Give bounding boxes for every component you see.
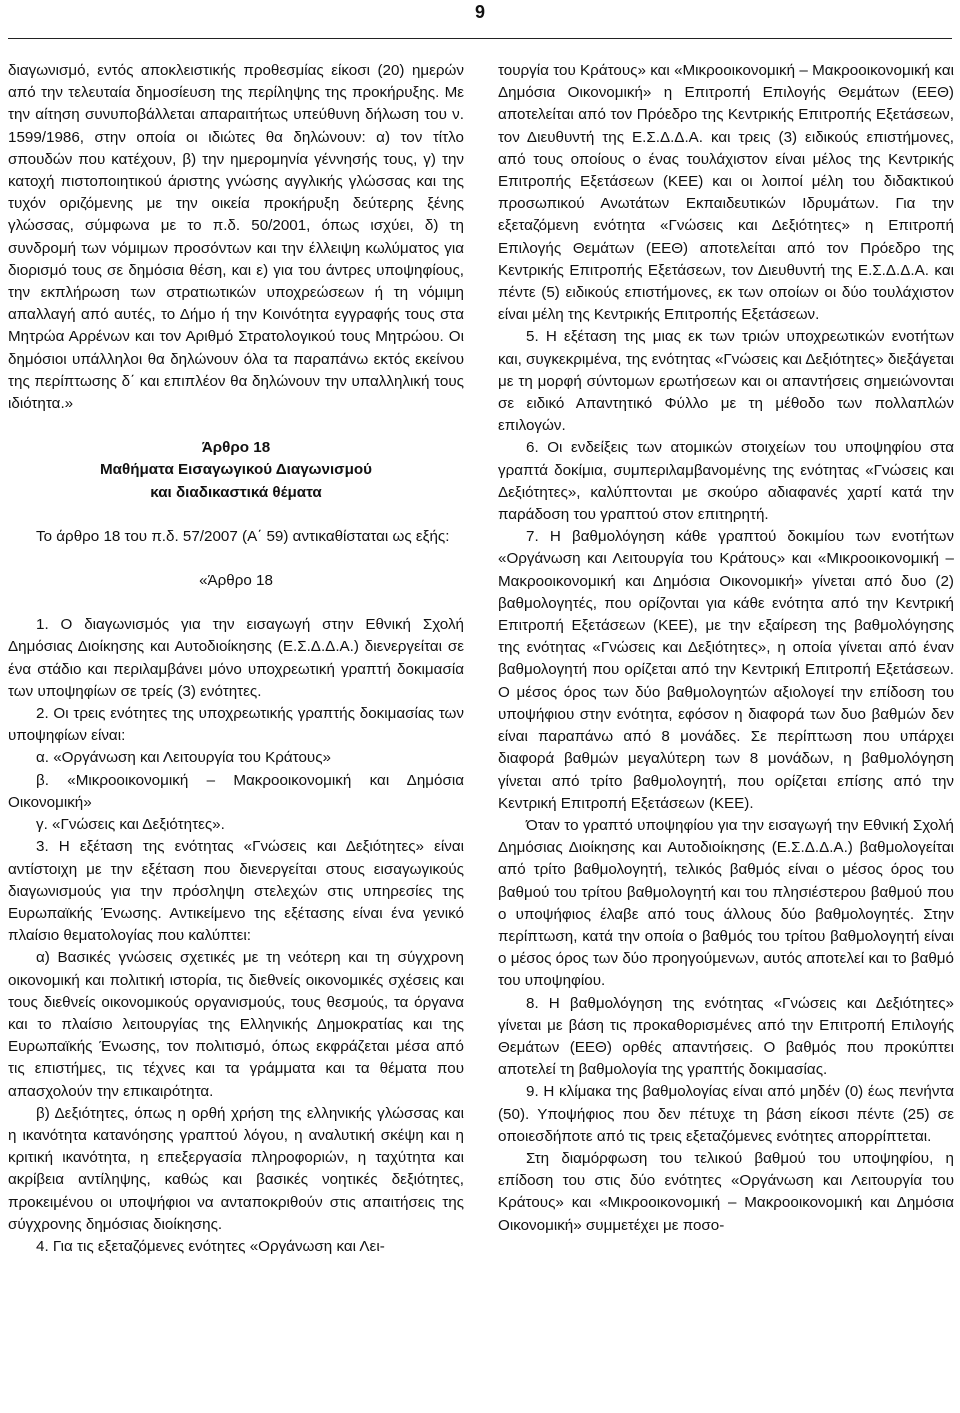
paragraph-8: 8. Η βαθμολόγηση της ενότητας «Γνώσεις και Δεξιότητες» γίνεται με βάση τις προκαθορισμένες από την Επιτροπή Επιλογής Θεμάτων (ΕΕΘ) ορθές απαντήσεις. Ο βαθμός που προκύπτει αποτελεί τη βαθμολογία της γραπτής δοκιμασίας. [498,994,954,1079]
spacer [8,592,464,614]
replacement-line: Το άρθρο 18 του π.δ. 57/2007 (Α΄ 59) αντικαθίσταται ως εξής: [36,527,450,545]
paragraph-3b: β) Δεξιότητες, όπως η ορθή χρήση της ελληνικής γλώσσας και η ικανότητα κατανόησης γραπτού λόγου, η αναλυτική σκέψη και η κριτική ικανότητα, η επεξεργασία πληροφοριών, η ταχύτητα και ακρίβεια αντίληψης, καθώς και βασικές νοητικές δεξιότητες, προκειμένου οι υποψήφιοι να ανταποκριθούν στις απαιτήσεις της σύγχρονης δημόσιας διοίκησης. [8,1104,464,1233]
paragraph-7b: Όταν το γραπτό υποψηφίου για την εισαγωγή την Εθνική Σχολή Δημόσιας Διοίκησης και Αυτοδιοίκησης (Ε.Σ.Δ.Δ.Α.) βαθμολογείται από τρίτο βαθμολογητή, τελικός βαθμός είναι ο μέσος όρος του βαθμού του τρίτου βαθμολογητή και του πλησιέστερου βαθμού που ο υποψήφιος έλαβε από τους άλλους δύο βαθμολογητές. Στην περίπτωση, κατά την οποία ο βαθμός του τρίτου βαθμολογητή είναι ο μέσος όρος των δύο προηγούμενων, αυτός αποτελεί και το βαθμό του υποψηφίου. [498,816,954,990]
spacer [8,548,464,570]
paragraph-4-start: 4. Για τις εξεταζόμενες ενότητες «Οργάνωση και Λει- [36,1237,385,1255]
paragraph-4-continued: τουργία του Κράτους» και «Μικροοικονομική – Μακροοικονομική και Δημόσια Οικονομική» η Επιτροπή Επιλογής Θεμάτων (ΕΕΘ) αποτελείται από τον Πρόεδρο της Κεντρικής Επιτροπής Εξετάσεων, τον Διευθυντή της Ε.Σ.Δ.Δ.Α. και τρεις (3) ειδικούς επιστήμονες, από τους οποίους ο ένας τουλάχιστον είναι μέλος της Κεντρικής Επιτροπής Εξετάσεων (ΚΕΕ) και οι λοιποί μέλη του διδακτικού προσωπικού Ανωτάτων Εκπαιδευτικών Ιδρυμάτων. Για την εξεταζόμενη ενότητα «Γνώσεις και Δεξιότητες» η Επιτροπή Επιλογής Θεμάτων (ΕΕΘ) αποτελείται από τον Πρόεδρο της Κεντρικής Επιτροπής Εξετάσεων, τον Διευθυντή της Ε.Σ.Δ.Δ.Α. και πέντε (5) ειδικούς επιστήμονες, εκ των οποίων οι δύο τουλάχιστον είναι μέλη της Κεντρικής Επιτροπής Εξετάσεων. [498,62,954,324]
paragraph-5: 5. Η εξέταση της μιας εκ των τριών υποχρεωτικών ενοτήτων και, συγκεκριμένα, της ενότητας «Γνώσεις και Δεξιότητες» διεξάγεται με τη μορφή σύντομων ερωτήσεων και οι απαντήσεις σημειώνονται σε ειδικό Απαντητικό Φύλλο με τη μέθοδο των πολλαπλών επιλογών. [498,328,954,435]
paragraph-3a: α) Βασικές γνώσεις σχετικές με τη νεότερη και τη σύγχρονη οικονομική και πολιτική ιστορία, τις διεθνείς οικονομικές σχέσεις και τους διεθνείς οικονομικούς οργανισμούς, τους θεσμούς, τα όργανα και το πλαίσιο λειτουργίας της Ελληνικής Δημοκρατίας και της Ευρωπαϊκής Ένωσης, τον πολιτισμό, όπως εκφράζεται μέσα από τις επιστήμες, τις τέχνες και τα γράμματα και τα θέματα που απασχολούν την επικαιρότητα. [8,949,464,1100]
paragraph-10: Στη διαμόρφωση του τελικού βαθμού του υποψηφίου, η επίδοση του στις δύο ενότητες «Οργάνωση και Λειτουργία του Κράτους» και «Μικροοικονομική – Μακροοικονομική και Δημόσια Οικονομική» συμμετέχει με ποσο- [498,1149,954,1234]
spacer [8,504,464,526]
list-item-b: β. «Μικροοικονομική – Μακροοικονομική και Δημόσια Οικονομική» [8,771,464,811]
page-number: 9 [474,2,485,22]
paragraph-9: 9. Η κλίμακα της βαθμολογίας είναι από μηδέν (0) έως πενήντα (50). Υποψήφιος που δεν πέτυχε τη βάση είκοσι πέντε (25) σε οποιεσδήποτε από τις τρεις εξεταζόμενες ενότητες απορρίπτεται. [498,1083,954,1145]
right-column [498,60,954,1237]
list-item-c: γ. «Γνώσεις και Δεξιότητες». [36,816,225,834]
article-subheading-2: και διαδικαστικά θέματα [150,483,322,501]
paragraph-declaration: διαγωνισμό, εντός αποκλειστικής προθεσμίας είκοσι (20) ημερών από την τελευταία δημοσίευση της περίληψης της προκήρυξης. Με την αίτηση συνυποβάλλεται απαραιτήτως υπεύθυνη δήλωση του ν. 1599/1986, στην οποία οι ιδιώτες θα δηλώνουν: α) τον τίτλο σπουδών που κατέχουν, β) την ημερομηνία γέννησής τους, γ) την κατοχή πιστοποιητικού άριστης γνώσης αγγλικής γλώσσας και της τυχόν οριζόμενης με την οικεία προκήρυξη δεύτερης ξένης γλώσσας, σύμφωνα με το π.δ. 50/2001, όπως ισχύει, δ) τη συνδρομή των νόμιμων προσόντων και την έλλειψη κωλύματος για διορισμό τους σε δημόσια θέση, και ε) για του άντρες υποψηφίους, την εκπλήρωση των στρατιωτικών υποχρεώσεων ή τη νόμιμη απαλλαγή από αυτές, το Δήμο ή την Κοινότητα εγγραφής τους στα Μητρώα Αρρένων και τον Αριθμό Στρατολογικού τους Μητρώου. Οι δημόσιοι υπάλληλοι θα δηλώνουν όλα τα παραπάνω εκτός εκείνου της περίπτωσης δ΄ και επιπλέον θα δηλώνουν την υπαλληλική τους ιδιότητα.» [8,62,464,413]
paragraph-2: 2. Οι τρεις ενότητες της υποχρεωτικής γραπτής δοκιμασίας των υποψηφίων είναι: [8,705,464,745]
spacer [8,415,464,437]
article-heading: Άρθρο 18 [201,439,271,457]
paragraph-6: 6. Οι ενδείξεις των ατομικών στοιχείων του υποψηφίου στα γραπτά δοκίμια, συμπεριλαμβανομένης της ενότητας «Γνώσεις και Δεξιότητες», καλύπτονται με σκούρο αδιαφανές χαρτί κατά την παράδοση του γραπτού στον επιτηρητή. [498,439,954,524]
paragraph-1: 1. Ο διαγωνισμός για την εισαγωγή στην Εθνική Σχολή Δημόσιας Διοίκησης και Αυτοδιοίκησης (Ε.Σ.Δ.Δ.Α.) διενεργείται σε ένα στάδιο και περιλαμβάνει μόνο υποχρεωτική γραπτή δοκιμασία των υποψηφίων σε τρείς (3) ενότητες. [8,616,464,700]
left-column [8,60,464,1258]
header-rule [8,38,952,39]
article-subheading: Μαθήματα Εισαγωγικού Διαγωνισμού [100,461,372,479]
quoted-article-title: «Άρθρο 18 [199,572,273,590]
list-item-a: α. «Οργάνωση και Λειτουργία του Κράτους» [36,749,331,767]
paragraph-3: 3. Η εξέταση της ενότητας «Γνώσεις και Δεξιότητες» είναι αντίστοιχη με την εξέταση που διενεργείται στους εισαγωγικούς διαγωνισμούς για την πρόσληψη στελεχών στις υπηρεσίες της Ευρωπαϊκής Ένωσης. Αντικείμενο της εξέτασης είναι ένα γενικό πλαίσιο θεματολογίας που καλύπτει: [8,838,464,945]
paragraph-7: 7. Η βαθμολόγηση κάθε γραπτού δοκιμίου των ενοτήτων «Οργάνωση και Λειτουργία του Κράτους» και «Μικροοικονομική – Μακροοικονομική και Δημόσια Οικονομική» γίνεται από δυο (2) βαθμολογητές, που ορίζονται για κάθε ενότητα από την Κεντρική Επιτροπή Εξετάσεων (ΚΕΕ), με την εξαίρεση της βαθμολόγησης της ενότητας «Γνώσεις και Δεξιότητες», η οποία γίνεται από έναν βαθμολογητή που ορίζεται από την Κεντρική Επιτροπή Εξετάσεων. Ο μέσος όρος των δύο βαθμολογητών αξιολογεί την επίδοση του υποψήφιου στην ενότητα, εφόσον η διαφορά των δυο βαθμών δεν είναι παραπάνω από 8 μονάδες. Σε περίπτωση που υπάρχει διαφορά βαθμών μεγαλύτερη των 8 μονάδων, η βαθμολόγηση γίνεται από τρίτο βαθμολογητή, που ορίζεται επίσης από την Κεντρική Επιτροπή Εξετάσεων (ΚΕΕ). [498,528,954,812]
